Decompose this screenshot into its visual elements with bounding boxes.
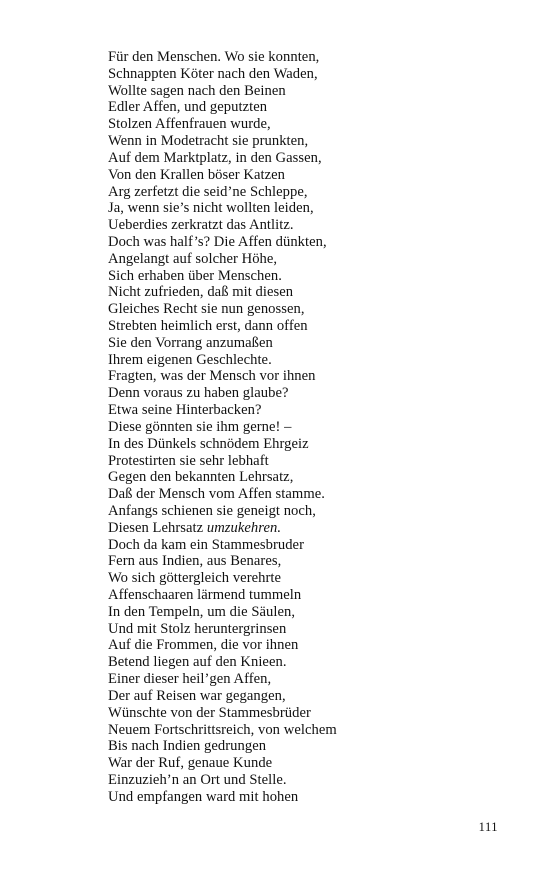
poem-line-text: Einer dieser heil’gen Affen, xyxy=(108,671,272,688)
poem-line xyxy=(108,251,488,268)
poem-line-text: Auf die Frommen, die vor ihnen xyxy=(108,637,299,654)
poem-line-text: Und empfangen ward mit hohen xyxy=(108,788,299,805)
poem-line xyxy=(108,335,488,352)
poem-line-text: Auf dem Marktplatz, in den Gassen, xyxy=(108,149,322,166)
poem-line-text: Nicht zufrieden, daß mit diesen xyxy=(108,284,294,301)
poem-line-text: Doch da kam ein Stammesbruder xyxy=(108,536,304,553)
poem-line-text: Wenn in Modetracht sie prunkten, xyxy=(108,133,309,150)
poem-line-text: Denn voraus zu haben glaube? xyxy=(108,385,289,402)
poem-line xyxy=(108,537,488,554)
poem-line xyxy=(108,368,488,385)
poem-line xyxy=(108,268,488,285)
poem-line-text: Stolzen Affenfrauen wurde, xyxy=(108,116,271,133)
poem-line-text: Fragten, was der Mensch vor ihnen xyxy=(108,368,316,385)
poem-line-text: Strebten heimlich erst, dann offen xyxy=(108,318,308,334)
poem-line-text: Protestirten sie sehr lebhaft xyxy=(108,452,269,469)
poem-line-text: Angelangt auf solcher Höhe, xyxy=(108,250,278,267)
poem-line-text: Diese gönnten sie ihm gerne! – xyxy=(108,418,292,435)
poem-line xyxy=(108,66,488,83)
poem-line xyxy=(108,722,488,739)
poem-line xyxy=(108,385,488,402)
poem-line-text: Für den Menschen. Wo sie konnten, xyxy=(108,49,320,65)
poem-line xyxy=(108,503,488,520)
poem-line-text: Sich erhaben über Menschen. xyxy=(108,267,282,284)
poem-line-text: Edler Affen, und geputzten xyxy=(108,99,268,116)
poem-line xyxy=(108,671,488,688)
poem-line-text: Daß der Mensch vom Affen stamme. xyxy=(108,486,325,503)
poem-line-text: Der auf Reisen war gegangen, xyxy=(108,687,286,704)
poem-line-text: Und mit Stolz heruntergrinsen xyxy=(108,620,287,637)
poem-line xyxy=(108,705,488,722)
poem-line-text: In des Dünkels schnödem Ehrgeiz xyxy=(108,435,309,452)
poem-line xyxy=(108,570,488,587)
poem-line-text: Gleiches Recht sie nun genossen, xyxy=(108,301,305,318)
poem-line-text: Einzuzieh’n an Ort und Stelle. xyxy=(108,771,287,788)
poem-line xyxy=(108,419,488,436)
poem-line-text: War der Ruf, genaue Kunde xyxy=(108,755,273,772)
poem-line xyxy=(108,83,488,100)
poem-line xyxy=(108,436,488,453)
poem-line xyxy=(108,234,488,251)
poem-line xyxy=(108,738,488,755)
poem-line xyxy=(108,133,488,150)
poem-line xyxy=(108,116,488,133)
poem-line xyxy=(108,469,488,486)
poem-line xyxy=(108,184,488,201)
poem-line-text: Diesen Lehrsatz xyxy=(108,519,207,536)
poem-line-text: Ihrem eigenen Geschlechte. xyxy=(108,351,272,368)
poem-line xyxy=(108,318,488,335)
poem-line-text: Arg zerfetzt die seid’ne Schleppe, xyxy=(108,183,308,200)
poem-line xyxy=(108,520,488,537)
poem-line xyxy=(108,301,488,318)
poem-line xyxy=(108,453,488,470)
poem-text xyxy=(108,49,488,806)
poem-line xyxy=(108,755,488,772)
poem-line-text: Anfangs schienen sie geneigt noch, xyxy=(108,502,316,519)
poem-line xyxy=(108,486,488,503)
poem-line-text: Wollte sagen nach den Beinen xyxy=(108,82,286,99)
poem-line-text: Von den Krallen böser Katzen xyxy=(108,166,286,183)
poem-line xyxy=(108,217,488,234)
poem-line xyxy=(108,99,488,116)
poem-line-text: Sie den Vorrang anzumaßen xyxy=(108,334,273,351)
poem-line-text: In den Tempeln, um die Säulen, xyxy=(108,603,296,620)
poem-line-text: Bis nach Indien gedrungen xyxy=(108,738,267,755)
poem-line xyxy=(108,688,488,705)
poem-line xyxy=(108,621,488,638)
poem-line-text: Affenschaaren lärmend tummeln xyxy=(108,587,302,603)
poem-line xyxy=(108,352,488,369)
poem-line xyxy=(108,200,488,217)
poem-line-text: Doch was half’s? Die Affen dünkten, xyxy=(108,233,327,250)
poem-line xyxy=(108,553,488,570)
poem-line xyxy=(108,654,488,671)
poem-line-text: Etwa seine Hinterbacken? xyxy=(108,402,262,419)
poem-line xyxy=(108,604,488,621)
poem-line-emphasis: umzukehren. xyxy=(206,519,282,536)
poem-line xyxy=(108,402,488,419)
page-number: 111 xyxy=(478,820,498,834)
poem-line-text: Neuem Fortschrittsreich, von welchem xyxy=(108,721,337,738)
poem-line-text: Wünschte von der Stammesbrüder xyxy=(108,704,311,721)
poem-line xyxy=(108,284,488,301)
poem-line-text: Ueberdies zerkratzt das Antlitz. xyxy=(108,217,294,234)
poem-line-text: Fern aus Indien, aus Benares, xyxy=(108,553,282,570)
poem-line-text: Wo sich göttergleich verehrte xyxy=(108,570,282,587)
poem-line xyxy=(108,587,488,604)
poem-line xyxy=(108,167,488,184)
poem-line xyxy=(108,150,488,167)
poem-line xyxy=(108,637,488,654)
poem-line-text: Betend liegen auf den Knieen. xyxy=(108,654,287,671)
poem-line xyxy=(108,789,488,806)
poem-line xyxy=(108,49,488,66)
poem-line-text: Schnappten Köter nach den Waden, xyxy=(108,65,318,82)
poem-line xyxy=(108,772,488,789)
poem-line-text: Gegen den bekannten Lehrsatz, xyxy=(108,469,294,486)
poem-line-text: Ja, wenn sie’s nicht wollten leiden, xyxy=(108,200,314,217)
